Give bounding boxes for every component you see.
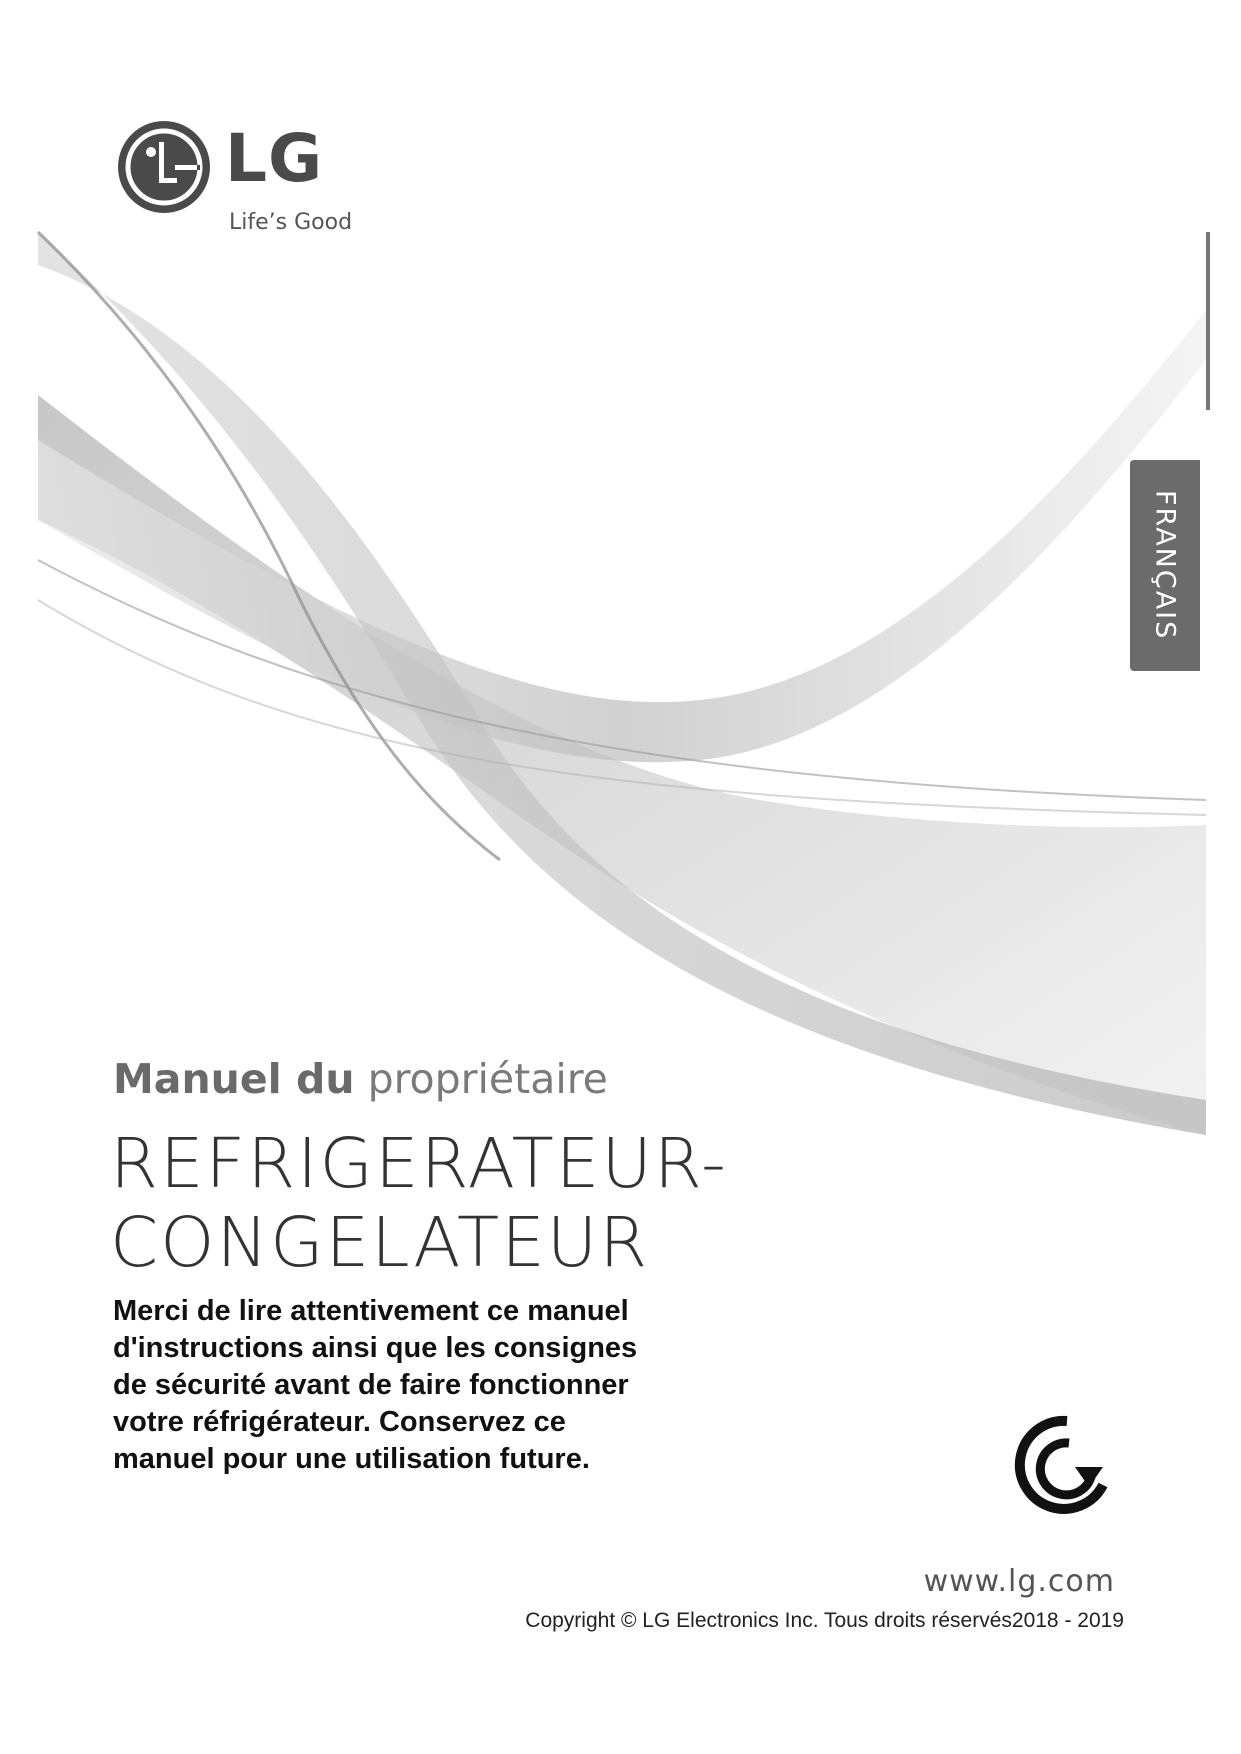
swoosh-band-lower	[38, 395, 1206, 1135]
product-title	[110, 1125, 1010, 1283]
lg-wordmark: LG	[225, 120, 324, 197]
lg-face-icon	[115, 118, 213, 216]
edge-line	[1206, 232, 1210, 410]
intro-paragraph	[113, 1293, 733, 1478]
language-tab-label: FRANÇAIS	[1149, 490, 1181, 641]
lg-logo	[115, 118, 355, 248]
product-title-line-1: REFRIGERATEUR-	[110, 1124, 728, 1204]
subtitle-bold: Manuel du	[113, 1055, 355, 1103]
subtitle-light: propriétaire	[367, 1055, 608, 1103]
manual-subtitle	[113, 1055, 608, 1103]
product-title-line-2: CONGELATEUR	[110, 1203, 650, 1283]
certification-badge-icon	[1005, 1407, 1115, 1517]
intro-line: Merci de lire attentivement ce manuel	[113, 1295, 629, 1327]
brand-slogan: Life’s Good	[229, 210, 353, 235]
website-url: www.lg.com	[923, 1564, 1115, 1599]
intro-line: d'instructions ainsi que les consignes	[113, 1332, 638, 1364]
intro-line: votre réfrigérateur. Conservez ce	[113, 1406, 566, 1438]
intro-line: manuel pour une utilisation future.	[113, 1443, 590, 1475]
copyright-notice: Copyright © LG Electronics Inc. Tous droits réservés2018 - 2019	[525, 1609, 1124, 1632]
language-tab	[1130, 460, 1200, 671]
intro-line: de sécurité avant de faire fonctionner	[113, 1369, 629, 1401]
